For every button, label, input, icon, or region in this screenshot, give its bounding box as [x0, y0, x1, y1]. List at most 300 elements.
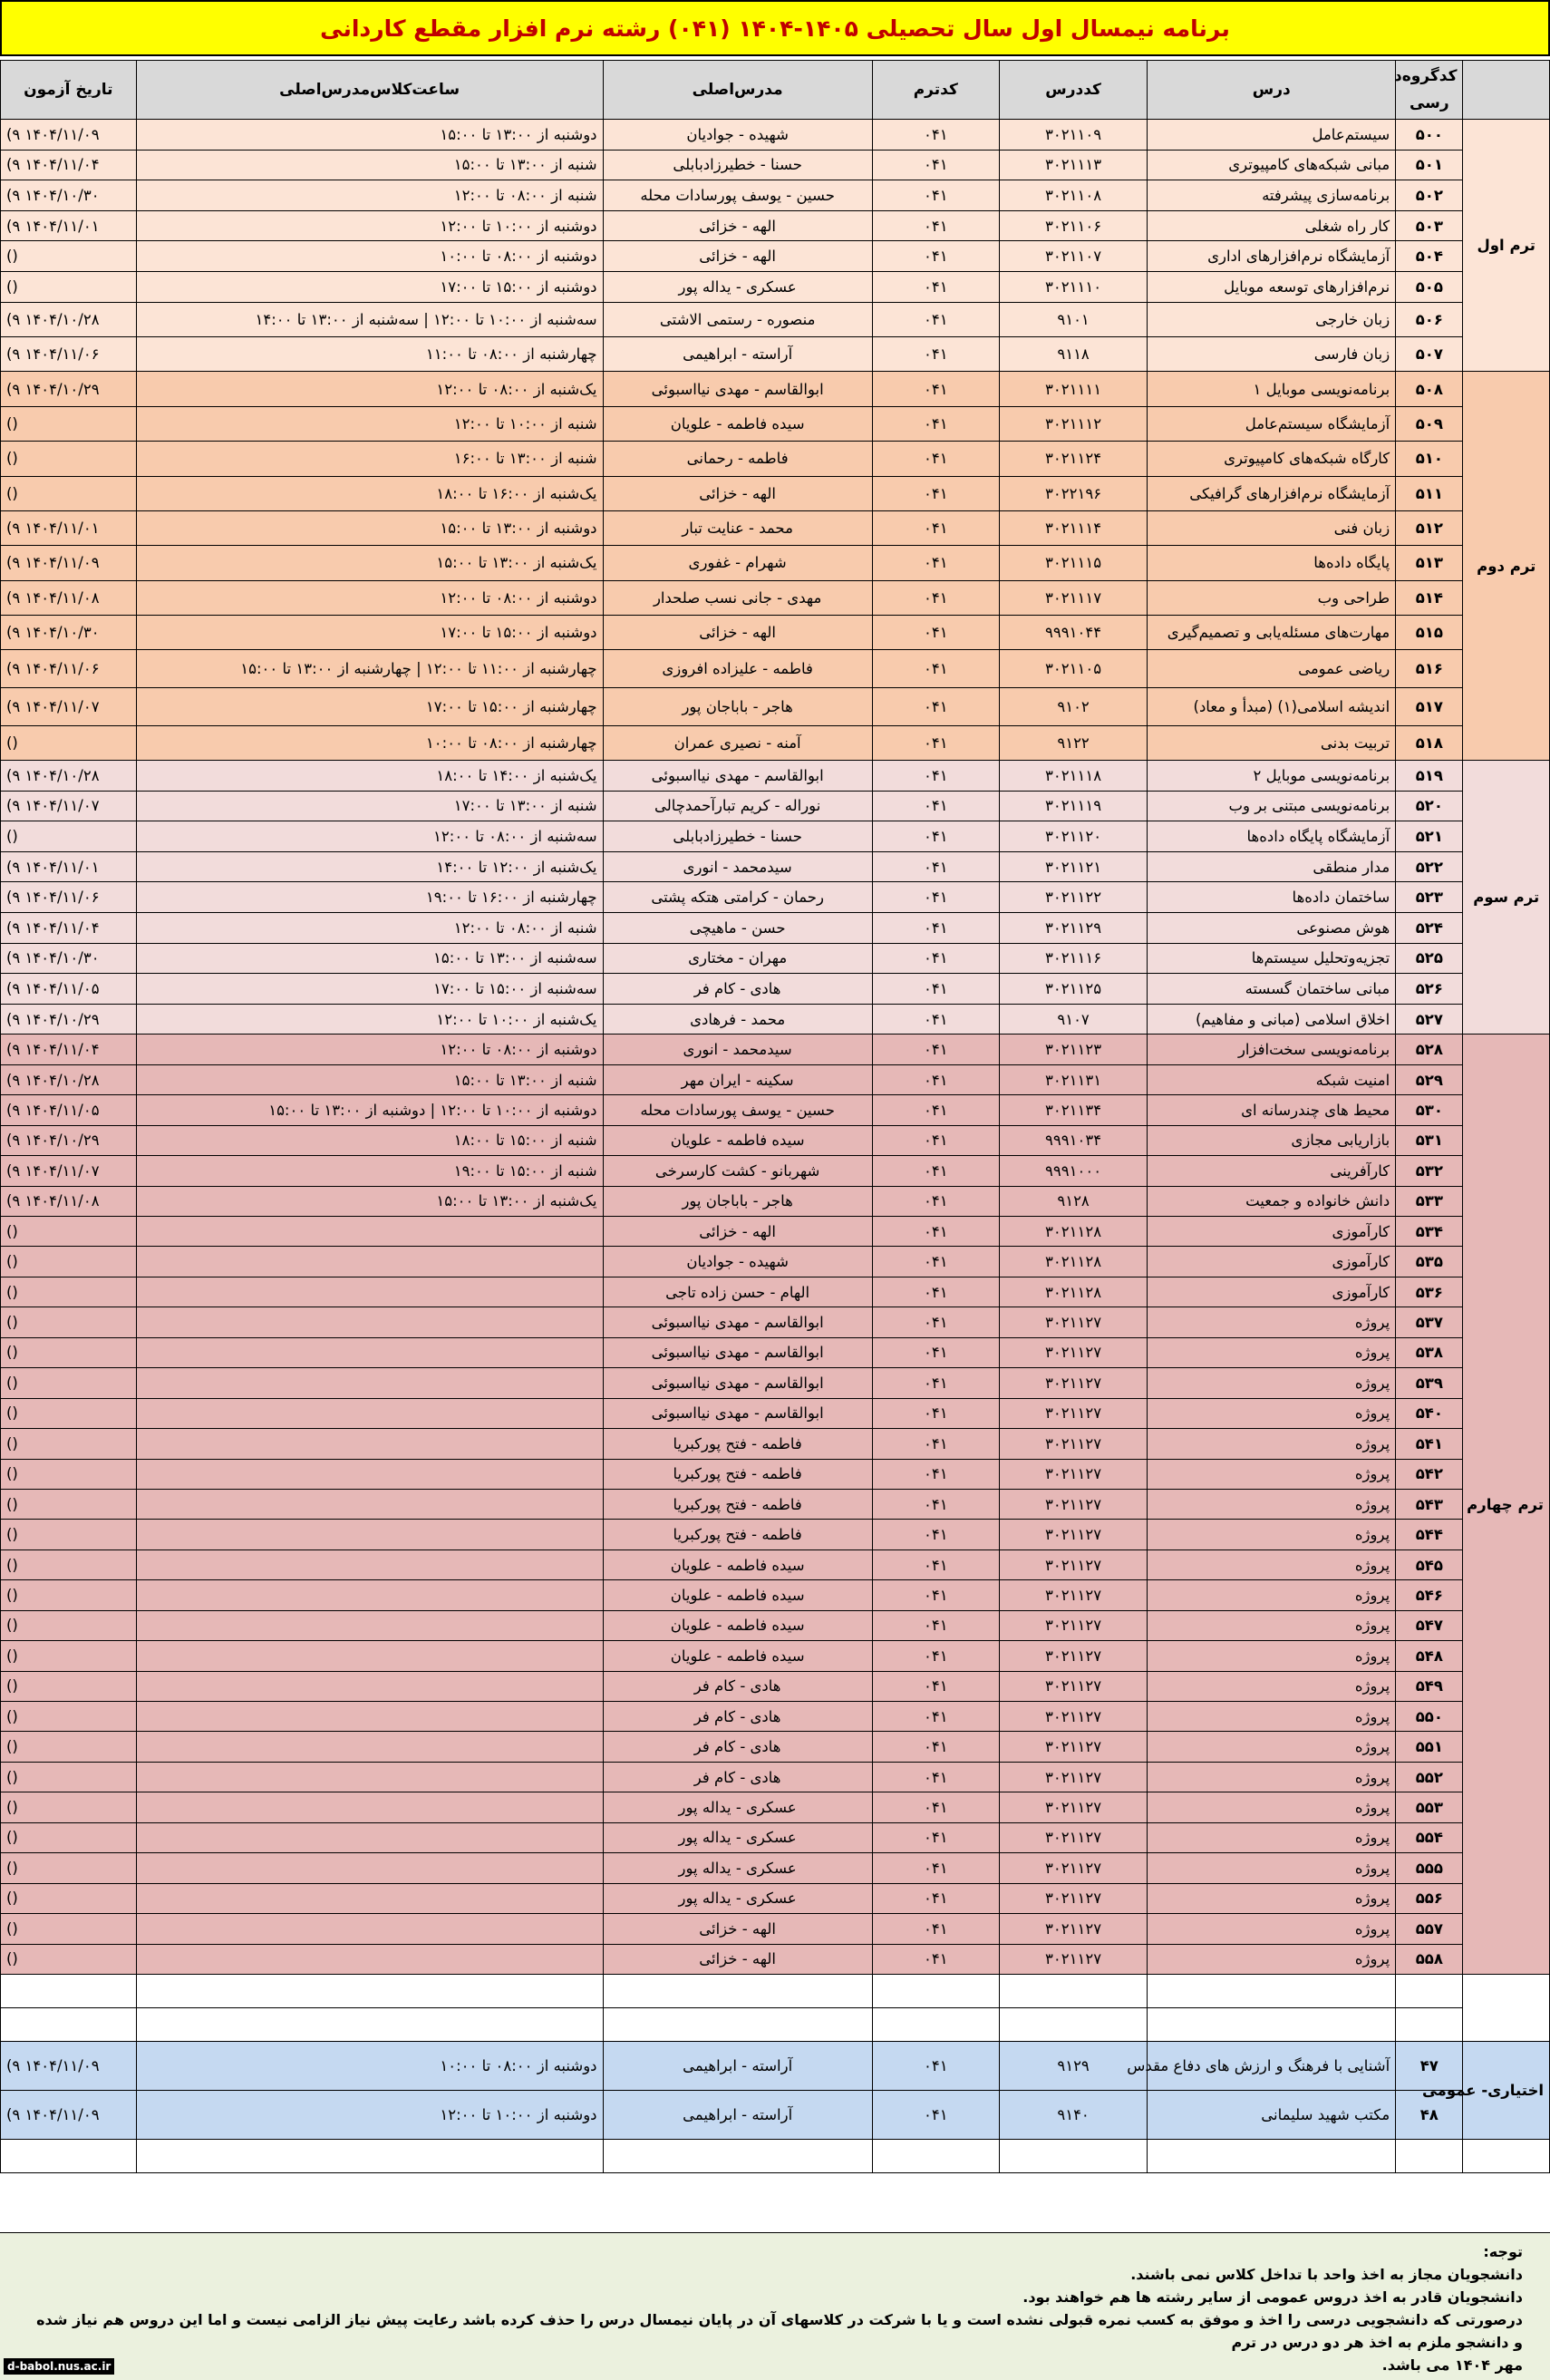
- course-code-cell: ۳۰۲۱۱۲۷: [999, 1429, 1147, 1459]
- term-code-cell: ۰۴۱: [872, 1549, 999, 1579]
- course-name-cell: اخلاق اسلامی (مبانی و مفاهیم): [1148, 1004, 1396, 1035]
- exam-date-cell: (): [1, 1914, 137, 1944]
- course-name-cell: پروژه: [1148, 1762, 1396, 1792]
- term-code-cell: ۰۴۱: [872, 1217, 999, 1247]
- course-row: [1, 974, 1550, 1005]
- course-code-cell: ۹۱۰۲: [999, 688, 1147, 726]
- course-code-cell: ۳۰۲۱۱۰۶: [999, 210, 1147, 241]
- term-code-cell: ۰۴۱: [872, 882, 999, 913]
- course-code-cell: ۳۰۲۱۱۰۵: [999, 650, 1147, 688]
- course-code-cell: [999, 2007, 1147, 2041]
- term-code-cell: ۰۴۱: [872, 1277, 999, 1307]
- exam-date-cell: (): [1, 406, 137, 441]
- course-code-cell: ۳۰۲۱۱۲۷: [999, 1549, 1147, 1579]
- group-code-cell: ۵۳۸: [1396, 1337, 1463, 1367]
- schedule-body: [1, 120, 1550, 2173]
- course-row: [1, 150, 1550, 180]
- group-code-cell: ۵۴۰: [1396, 1398, 1463, 1428]
- course-name-cell: آشنایی با فرهنگ و ارزش های دفاع مقدس: [1148, 2041, 1396, 2090]
- class-time-cell: شنبه از ۰۸:۰۰ تا ۱۲:۰۰: [136, 913, 603, 944]
- course-code-cell: ۳۰۲۱۱۲۷: [999, 1641, 1147, 1671]
- class-time-cell: [136, 1398, 603, 1428]
- teacher-cell: هاجر - باباجان پور: [603, 1186, 872, 1216]
- exam-date-cell: (): [1, 1368, 137, 1398]
- class-time-cell: [136, 1974, 603, 2007]
- course-code-cell: ۳۰۲۱۱۱۰: [999, 271, 1147, 302]
- course-name-cell: پروژه: [1148, 1702, 1396, 1732]
- course-code-cell: ۳۰۲۱۱۰۷: [999, 241, 1147, 272]
- exam-date-cell: (۹ ۱۴۰۴/۱۱/۰۴: [1, 150, 137, 180]
- class-time-cell: سه‌شنبه از ۱۵:۰۰ تا ۱۷:۰۰: [136, 974, 603, 1005]
- teacher-cell: [603, 2140, 872, 2173]
- class-time-cell: شنبه از ۱۳:۰۰ تا ۱۶:۰۰: [136, 442, 603, 476]
- teacher-cell: فاطمه - فتح پورکبریا: [603, 1459, 872, 1489]
- term-code-cell: ۰۴۱: [872, 442, 999, 476]
- exam-date-cell: (): [1, 821, 137, 852]
- course-row: [1, 476, 1550, 510]
- course-row: [1, 302, 1550, 336]
- exam-date-cell: (۹ ۱۴۰۴/۱۱/۰۹: [1, 120, 137, 151]
- course-name-cell: هوش مصنوعی: [1148, 913, 1396, 944]
- exam-date-cell: (۹ ۱۴۰۴/۱۱/۰۴: [1, 1035, 137, 1064]
- course-name-cell: اندیشه اسلامی(۱) (مبدأ و معاد): [1148, 688, 1396, 726]
- class-time-cell: چهارشنبه از ۰۸:۰۰ تا ۱۱:۰۰: [136, 336, 603, 371]
- term-code-cell: ۰۴۱: [872, 1156, 999, 1186]
- course-code-cell: ۳۰۲۱۱۱۶: [999, 943, 1147, 974]
- term-code-cell: ۰۴۱: [872, 180, 999, 211]
- exam-date-cell: (۹ ۱۴۰۴/۱۱/۰۹: [1, 546, 137, 580]
- course-code-cell: ۳۰۲۱۱۱۸: [999, 761, 1147, 792]
- exam-date-cell: (۹ ۱۴۰۴/۱۱/۰۷: [1, 688, 137, 726]
- exam-date-cell: (۹ ۱۴۰۴/۱۰/۳۰: [1, 180, 137, 211]
- class-time-cell: سه‌شنبه از ۰۸:۰۰ تا ۱۲:۰۰: [136, 821, 603, 852]
- teacher-cell: سیدمحمد - انوری: [603, 1035, 872, 1064]
- course-code-cell: [999, 2140, 1147, 2173]
- term-code-cell: ۰۴۱: [872, 1883, 999, 1913]
- group-code-cell: ۵۰۴: [1396, 241, 1463, 272]
- term-code-cell: ۰۴۱: [872, 336, 999, 371]
- teacher-cell: عسکری - یداله پور: [603, 1853, 872, 1883]
- class-time-cell: دوشنبه از ۱۳:۰۰ تا ۱۵:۰۰: [136, 510, 603, 545]
- term-code-cell: ۰۴۱: [872, 1914, 999, 1944]
- group-code-cell: ۵۰۲: [1396, 180, 1463, 211]
- header-teacher: مدرس‌اصلی: [603, 61, 872, 120]
- course-code-cell: ۳۰۲۱۱۲۷: [999, 1822, 1147, 1852]
- course-name-cell: [1148, 2007, 1396, 2041]
- course-name-cell: پروژه: [1148, 1307, 1396, 1337]
- term-code-cell: ۰۴۱: [872, 761, 999, 792]
- class-time-cell: یک‌شنبه از ۱۳:۰۰ تا ۱۵:۰۰: [136, 1186, 603, 1216]
- header-term: [1463, 61, 1550, 120]
- course-code-cell: ۳۰۲۱۱۳۴: [999, 1095, 1147, 1125]
- class-time-cell: [136, 1641, 603, 1671]
- course-name-cell: برنامه‌نویسی موبایل ۲: [1148, 761, 1396, 792]
- group-code-cell: ۵۱۴: [1396, 580, 1463, 615]
- group-code-cell: ۵۴۷: [1396, 1610, 1463, 1640]
- course-name-cell: پروژه: [1148, 1944, 1396, 1974]
- term-code-cell: ۰۴۱: [872, 1520, 999, 1549]
- teacher-cell: [603, 2007, 872, 2041]
- course-row: [1, 1459, 1550, 1489]
- class-time-cell: یک‌شنبه از ۱۴:۰۰ تا ۱۸:۰۰: [136, 761, 603, 792]
- term-code-cell: ۰۴۱: [872, 1307, 999, 1337]
- course-code-cell: ۳۰۲۱۱۱۵: [999, 546, 1147, 580]
- teacher-cell: حسنا - خطیرزادبابلی: [603, 150, 872, 180]
- term-code-cell: ۰۴۱: [872, 943, 999, 974]
- class-time-cell: دوشنبه از ۰۸:۰۰ تا ۱۲:۰۰: [136, 1035, 603, 1064]
- group-code-cell: ۵۳۶: [1396, 1277, 1463, 1307]
- course-code-cell: ۳۰۲۱۱۲۷: [999, 1368, 1147, 1398]
- blank-row: [1, 2140, 1550, 2173]
- teacher-cell: سکینه - ایران مهر: [603, 1064, 872, 1094]
- course-name-cell: پروژه: [1148, 1459, 1396, 1489]
- course-name-cell: ریاضی عمومی: [1148, 650, 1396, 688]
- group-code-cell: ۵۰۱: [1396, 150, 1463, 180]
- course-row: [1, 1186, 1550, 1216]
- group-code-cell: ۵۴۹: [1396, 1671, 1463, 1701]
- exam-date-cell: [1, 2140, 137, 2173]
- course-name-cell: آزمایشگاه سیستم‌عامل: [1148, 406, 1396, 441]
- group-code-cell: ۵۲۶: [1396, 974, 1463, 1005]
- note-line: درصورتی که دانشجویی درسی را اخذ و موفق به کسب نمره قبولی نشده است و یا با شرکت در کلاسهای آن در پایان نیمسال درس را حذف کرده باشد رعایت پیش نیاز الزامی نیست و اما این دروس هم نیاز شده و دانشجو ملزم به اخذ هر دو درس در ترم: [36, 2311, 1523, 2351]
- exam-date-cell: (۹ ۱۴۰۴/۱۰/۲۹: [1, 1125, 137, 1155]
- course-code-cell: ۳۰۲۱۱۲۷: [999, 1732, 1147, 1762]
- exam-date-cell: (۹ ۱۴۰۴/۱۱/۰۹: [1, 2041, 137, 2090]
- course-name-cell: پروژه: [1148, 1489, 1396, 1519]
- course-name-cell: پروژه: [1148, 1883, 1396, 1913]
- course-code-cell: ۹۹۹۱۰۳۴: [999, 1125, 1147, 1155]
- course-code-cell: ۳۰۲۱۱۲۰: [999, 821, 1147, 852]
- course-row: [1, 1549, 1550, 1579]
- term-code-cell: ۰۴۱: [872, 851, 999, 882]
- teacher-cell: شهیده - جوادیان: [603, 120, 872, 151]
- header-group-code: کدگروه‌د رسی: [1396, 61, 1463, 120]
- teacher-cell: الهه - خزائی: [603, 210, 872, 241]
- note-line: دانشجویان مجاز به اخذ واحد با تداخل کلاس نمی باشند.: [1130, 2266, 1523, 2283]
- course-code-cell: ۳۰۲۱۱۲۷: [999, 1762, 1147, 1792]
- class-time-cell: [136, 1520, 603, 1549]
- group-code-cell: ۵۲۲: [1396, 851, 1463, 882]
- course-code-cell: ۹۱۱۸: [999, 336, 1147, 371]
- term-code-cell: ۰۴۱: [872, 271, 999, 302]
- course-name-cell: برنامه‌نویسی مبتنی بر وب: [1148, 791, 1396, 821]
- course-row: [1, 241, 1550, 272]
- blank-row: [1, 2007, 1550, 2041]
- class-time-cell: دوشنبه از ۱۰:۰۰ تا ۱۲:۰۰ | دوشنبه از ۱۳:۰۰ تا ۱۵:۰۰: [136, 1095, 603, 1125]
- course-name-cell: پروژه: [1148, 1641, 1396, 1671]
- course-code-cell: ۳۰۲۱۱۲۷: [999, 1489, 1147, 1519]
- course-name-cell: دانش خانواده و جمعیت: [1148, 1186, 1396, 1216]
- course-row: [1, 1277, 1550, 1307]
- class-time-cell: [136, 1732, 603, 1762]
- header-course: درس: [1148, 61, 1396, 120]
- exam-date-cell: (): [1, 725, 137, 760]
- course-code-cell: ۹۱۲۸: [999, 1186, 1147, 1216]
- course-row: [1, 1095, 1550, 1125]
- course-name-cell: مدار منطقی: [1148, 851, 1396, 882]
- course-row: [1, 882, 1550, 913]
- course-name-cell: کارآموزی: [1148, 1247, 1396, 1277]
- group-code-cell: ۵۲۷: [1396, 1004, 1463, 1035]
- exam-date-cell: (): [1, 1732, 137, 1762]
- teacher-cell: آراسته - ابراهیمی: [603, 2090, 872, 2139]
- teacher-cell: فاطمه - فتح پورکبریا: [603, 1520, 872, 1549]
- course-row: [1, 851, 1550, 882]
- term-code-cell: ۰۴۱: [872, 1580, 999, 1610]
- group-code-cell: ۵۳۵: [1396, 1247, 1463, 1277]
- term-label: [1463, 1974, 1550, 2041]
- course-name-cell: تجزیه‌وتحلیل سیستم‌ها: [1148, 943, 1396, 974]
- course-name-cell: نرم‌افزارهای توسعه موبایل: [1148, 271, 1396, 302]
- teacher-cell: هادی - کام فر: [603, 1702, 872, 1732]
- class-time-cell: دوشنبه از ۱۵:۰۰ تا ۱۷:۰۰: [136, 616, 603, 650]
- term-code-cell: ۰۴۱: [872, 210, 999, 241]
- course-row: [1, 1610, 1550, 1640]
- exam-date-cell: (): [1, 241, 137, 272]
- course-row: [1, 406, 1550, 441]
- teacher-cell: هادی - کام فر: [603, 1671, 872, 1701]
- group-code-cell: ۵۴۱: [1396, 1429, 1463, 1459]
- exam-date-cell: (۹ ۱۴۰۴/۱۱/۰۱: [1, 851, 137, 882]
- class-time-cell: شنبه از ۱۳:۰۰ تا ۱۵:۰۰: [136, 1064, 603, 1094]
- course-code-cell: ۹۱۴۰: [999, 2090, 1147, 2139]
- course-name-cell: برنامه‌نویسی موبایل ۱: [1148, 372, 1396, 406]
- class-time-cell: شنبه از ۰۸:۰۰ تا ۱۲:۰۰: [136, 180, 603, 211]
- term-code-cell: ۰۴۱: [872, 1944, 999, 1974]
- group-code-cell: ۵۵۴: [1396, 1822, 1463, 1852]
- exam-date-cell: (۹ ۱۴۰۴/۱۱/۰۱: [1, 510, 137, 545]
- class-time-cell: شنبه از ۱۵:۰۰ تا ۱۸:۰۰: [136, 1125, 603, 1155]
- course-code-cell: ۳۰۲۱۱۲۱: [999, 851, 1147, 882]
- course-name-cell: پروژه: [1148, 1429, 1396, 1459]
- term-label: ترم اول: [1463, 120, 1550, 372]
- course-code-cell: ۳۰۲۱۱۲۸: [999, 1217, 1147, 1247]
- exam-date-cell: (): [1, 1883, 137, 1913]
- course-row: [1, 1944, 1550, 1974]
- exam-date-cell: (۹ ۱۴۰۴/۱۱/۰۴: [1, 913, 137, 944]
- term-code-cell: ۰۴۱: [872, 2041, 999, 2090]
- exam-date-cell: (): [1, 476, 137, 510]
- class-time-cell: شنبه از ۱۳:۰۰ تا ۱۷:۰۰: [136, 791, 603, 821]
- course-code-cell: ۹۱۲۹: [999, 2041, 1147, 2090]
- exam-date-cell: (۹ ۱۴۰۴/۱۱/۰۶: [1, 336, 137, 371]
- course-code-cell: ۳۰۲۱۱۲۹: [999, 913, 1147, 944]
- exam-date-cell: (۹ ۱۴۰۴/۱۰/۲۸: [1, 761, 137, 792]
- group-code-cell: ۵۲۰: [1396, 791, 1463, 821]
- course-code-cell: ۳۰۲۱۱۲۷: [999, 1702, 1147, 1732]
- exam-date-cell: (۹ ۱۴۰۴/۱۱/۰۶: [1, 650, 137, 688]
- exam-date-cell: (): [1, 1247, 137, 1277]
- group-code-cell: ۵۱۲: [1396, 510, 1463, 545]
- exam-date-cell: (): [1, 1489, 137, 1519]
- course-row: [1, 1217, 1550, 1247]
- group-code-cell: [1396, 2007, 1463, 2041]
- term-code-cell: ۰۴۱: [872, 406, 999, 441]
- exam-date-cell: (۹ ۱۴۰۴/۱۱/۰۷: [1, 791, 137, 821]
- group-code-cell: ۵۰۹: [1396, 406, 1463, 441]
- course-name-cell: پروژه: [1148, 1520, 1396, 1549]
- course-code-cell: ۳۰۲۱۱۲۷: [999, 1944, 1147, 1974]
- teacher-cell: عسکری - یداله پور: [603, 271, 872, 302]
- course-row: [1, 1035, 1550, 1064]
- course-name-cell: مبانی شبکه‌های کامپیوتری: [1148, 150, 1396, 180]
- term-code-cell: ۰۴۱: [872, 913, 999, 944]
- course-row: [1, 1792, 1550, 1822]
- course-code-cell: ۹۱۰۱: [999, 302, 1147, 336]
- term-label: ترم چهارم: [1463, 1035, 1550, 1975]
- term-code-cell: ۰۴۱: [872, 1035, 999, 1064]
- class-time-cell: [136, 1549, 603, 1579]
- course-row: [1, 1125, 1550, 1155]
- exam-date-cell: (): [1, 1762, 137, 1792]
- course-code-cell: ۳۰۲۱۱۲۷: [999, 1671, 1147, 1701]
- site-badge: d-babol.nus.ac.ir: [4, 2358, 114, 2375]
- course-code-cell: ۳۰۲۱۱۳۱: [999, 1064, 1147, 1094]
- course-row: [1, 120, 1550, 151]
- class-time-cell: [136, 1247, 603, 1277]
- course-name-cell: کارآموزی: [1148, 1217, 1396, 1247]
- course-name-cell: محیط های چندرسانه ای: [1148, 1095, 1396, 1125]
- term-code-cell: ۰۴۱: [872, 974, 999, 1005]
- teacher-cell: هاجر - باباجان پور: [603, 688, 872, 726]
- course-name-cell: کار راه شغلی: [1148, 210, 1396, 241]
- header-exam-date: تاریخ آزمون: [1, 61, 137, 120]
- course-name-cell: کارآفرینی: [1148, 1156, 1396, 1186]
- group-code-cell: ۵۱۹: [1396, 761, 1463, 792]
- teacher-cell: ابوالقاسم - مهدی نیااسبوئی: [603, 1307, 872, 1337]
- group-code-cell: ۵۱۱: [1396, 476, 1463, 510]
- exam-date-cell: (): [1, 1307, 137, 1337]
- exam-date-cell: (): [1, 1792, 137, 1822]
- blank-row: [1, 1974, 1550, 2007]
- group-code-cell: ۵۰۸: [1396, 372, 1463, 406]
- group-code-cell: ۵۳۳: [1396, 1186, 1463, 1216]
- teacher-cell: آراسته - ابراهیمی: [603, 336, 872, 371]
- course-row: [1, 1641, 1550, 1671]
- class-time-cell: دوشنبه از ۱۵:۰۰ تا ۱۷:۰۰: [136, 271, 603, 302]
- class-time-cell: [136, 1822, 603, 1852]
- course-name-cell: آزمایشگاه نرم‌افزارهای اداری: [1148, 241, 1396, 272]
- teacher-cell: منصوره - رستمی الاشتی: [603, 302, 872, 336]
- course-row: [1, 1429, 1550, 1459]
- term-code-cell: ۰۴۱: [872, 1186, 999, 1216]
- term-code-cell: ۰۴۱: [872, 1004, 999, 1035]
- exam-date-cell: (۹ ۱۴۰۴/۱۱/۰۵: [1, 1095, 137, 1125]
- teacher-cell: حسن - ماهیچی: [603, 913, 872, 944]
- teacher-cell: الهه - خزائی: [603, 1217, 872, 1247]
- exam-date-cell: [1, 2007, 137, 2041]
- course-row: [1, 1489, 1550, 1519]
- term-code-cell: [872, 2007, 999, 2041]
- group-code-cell: ۴۸: [1396, 2090, 1463, 2139]
- schedule-table: [0, 60, 1550, 2173]
- course-row: [1, 688, 1550, 726]
- course-code-cell: ۳۰۲۱۱۲۲: [999, 882, 1147, 913]
- course-row: [1, 1398, 1550, 1428]
- course-row: [1, 210, 1550, 241]
- class-time-cell: [136, 1337, 603, 1367]
- notes-heading: توجه:: [1483, 2243, 1523, 2260]
- teacher-cell: الهه - خزائی: [603, 616, 872, 650]
- class-time-cell: دوشنبه از ۰۸:۰۰ تا ۱۰:۰۰: [136, 241, 603, 272]
- course-code-cell: ۳۰۲۱۱۲۸: [999, 1247, 1147, 1277]
- class-time-cell: [136, 1944, 603, 1974]
- course-row: [1, 1883, 1550, 1913]
- exam-date-cell: (۹ ۱۴۰۴/۱۰/۲۹: [1, 372, 137, 406]
- course-code-cell: ۳۰۲۱۱۲۷: [999, 1610, 1147, 1640]
- exam-date-cell: (۹ ۱۴۰۴/۱۱/۰۹: [1, 2090, 137, 2139]
- teacher-cell: سیده فاطمه - علویان: [603, 406, 872, 441]
- teacher-cell: آمنه - نصیری عمران: [603, 725, 872, 760]
- exam-date-cell: (): [1, 1429, 137, 1459]
- term-code-cell: ۰۴۱: [872, 1822, 999, 1852]
- teacher-cell: شهرام - غفوری: [603, 546, 872, 580]
- teacher-cell: الهام - حسن زاده تاجی: [603, 1277, 872, 1307]
- group-code-cell: ۵۱۰: [1396, 442, 1463, 476]
- course-code-cell: ۳۰۲۱۱۲۴: [999, 442, 1147, 476]
- course-code-cell: ۳۰۲۲۱۹۶: [999, 476, 1147, 510]
- class-time-cell: [136, 1429, 603, 1459]
- course-row: [1, 1064, 1550, 1094]
- course-row: [1, 1671, 1550, 1701]
- exam-date-cell: (): [1, 1671, 137, 1701]
- course-row: [1, 546, 1550, 580]
- course-name-cell: طراحی وب: [1148, 580, 1396, 615]
- group-code-cell: ۴۷: [1396, 2041, 1463, 2090]
- course-name-cell: زبان خارجی: [1148, 302, 1396, 336]
- teacher-cell: رحمان - کرامتی هتکه پشتی: [603, 882, 872, 913]
- group-code-cell: ۵۵۳: [1396, 1792, 1463, 1822]
- group-code-cell: ۵۰۶: [1396, 302, 1463, 336]
- teacher-cell: سیده فاطمه - علویان: [603, 1641, 872, 1671]
- term-code-cell: ۰۴۱: [872, 1853, 999, 1883]
- class-time-cell: [136, 2140, 603, 2173]
- course-row: [1, 1520, 1550, 1549]
- course-code-cell: ۳۰۲۱۱۲۷: [999, 1883, 1147, 1913]
- teacher-cell: ابوالقاسم - مهدی نیااسبوئی: [603, 1337, 872, 1367]
- class-time-cell: دوشنبه از ۱۳:۰۰ تا ۱۵:۰۰: [136, 120, 603, 151]
- teacher-cell: مهدی - جانی نسب صلحدار: [603, 580, 872, 615]
- course-row: [1, 271, 1550, 302]
- course-name-cell: آزمایشگاه نرم‌افزارهای گرافیکی: [1148, 476, 1396, 510]
- class-time-cell: [136, 1368, 603, 1398]
- class-time-cell: شنبه از ۱۳:۰۰ تا ۱۵:۰۰: [136, 150, 603, 180]
- group-code-cell: ۵۵۸: [1396, 1944, 1463, 1974]
- term-code-cell: ۰۴۱: [872, 302, 999, 336]
- group-code-cell: ۵۲۴: [1396, 913, 1463, 944]
- notes-box: [0, 2232, 1550, 2380]
- term-label: [1463, 2140, 1550, 2173]
- class-time-cell: دوشنبه از ۱۰:۰۰ تا ۱۲:۰۰: [136, 2090, 603, 2139]
- teacher-cell: نوراله - کریم تبارآحمدچالی: [603, 791, 872, 821]
- course-row: [1, 1307, 1550, 1337]
- term-code-cell: ۰۴۱: [872, 1641, 999, 1671]
- exam-date-cell: (۹ ۱۴۰۴/۱۰/۳۰: [1, 943, 137, 974]
- teacher-cell: محمد - فرهادی: [603, 1004, 872, 1035]
- term-code-cell: ۰۴۱: [872, 241, 999, 272]
- course-row: [1, 2090, 1550, 2139]
- course-code-cell: ۹۱۲۲: [999, 725, 1147, 760]
- term-code-cell: ۰۴۱: [872, 150, 999, 180]
- course-name-cell: برنامه‌سازی پیشرفته: [1148, 180, 1396, 211]
- teacher-cell: فاطمه - رحمانی: [603, 442, 872, 476]
- teacher-cell: فاطمه - فتح پورکبریا: [603, 1489, 872, 1519]
- term-code-cell: ۰۴۱: [872, 580, 999, 615]
- class-time-cell: چهارشنبه از ۱۵:۰۰ تا ۱۷:۰۰: [136, 688, 603, 726]
- class-time-cell: یک‌شنبه از ۱۳:۰۰ تا ۱۵:۰۰: [136, 546, 603, 580]
- term-code-cell: ۰۴۱: [872, 1732, 999, 1762]
- term-code-cell: ۰۴۱: [872, 1247, 999, 1277]
